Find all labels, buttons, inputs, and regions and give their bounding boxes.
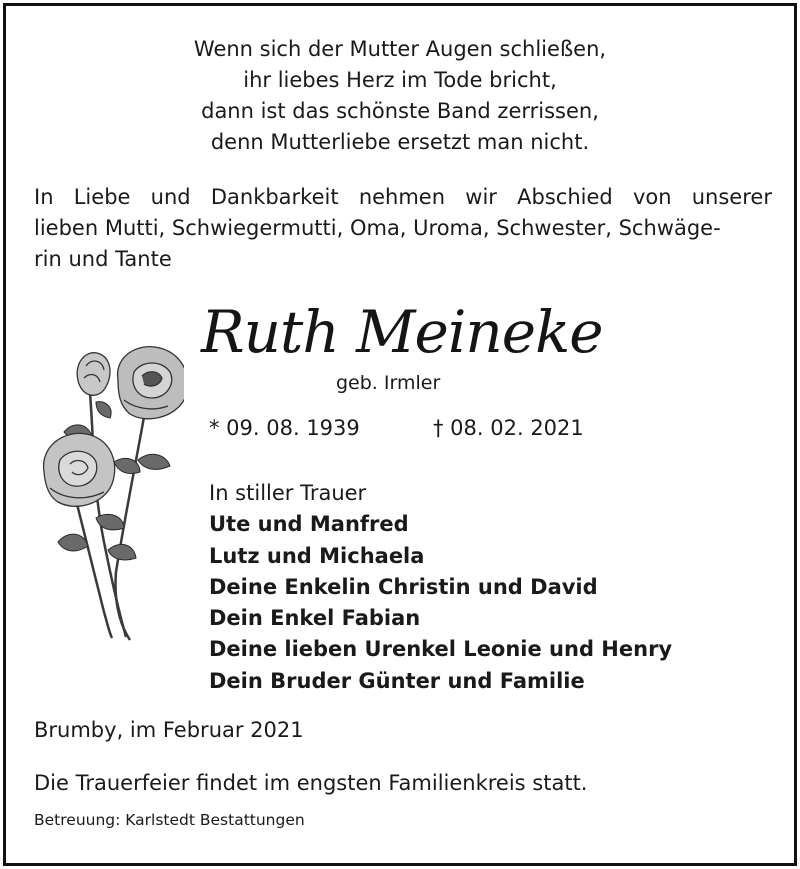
death-date: † 08. 02. 2021: [433, 416, 584, 440]
poem-line: ihr liebes Herz im Tode bricht,: [243, 68, 557, 92]
rose-lower: [44, 433, 115, 506]
mourner-name: Dein Enkel Fabian: [209, 606, 421, 631]
intro-word: und: [150, 185, 191, 209]
funeral-home-credit: Betreuung: Karlstedt Bestattungen: [34, 811, 305, 829]
intro-word: Dankbarkeit: [210, 185, 339, 209]
poem-line: dann ist das schönste Band zerrissen,: [201, 99, 599, 123]
rose-large: [118, 347, 184, 419]
mourner-name: Deine Enkelin Christin und David: [209, 574, 598, 599]
mourners-heading: In stiller Trauer: [209, 481, 367, 505]
rose-bud: [77, 353, 110, 396]
intro-line: rin und Tante: [34, 247, 172, 271]
intro-word: nehmen: [358, 185, 446, 209]
intro-word: unserer: [691, 185, 772, 209]
place-date: Brumby, im Februar 2021: [34, 718, 304, 742]
mourner-name: Lutz und Michaela: [209, 543, 425, 568]
roses-illustration: [34, 342, 184, 642]
maiden-name: geb. Irmler: [336, 372, 441, 394]
intro-word: wir: [465, 185, 497, 209]
mourner-name: Ute und Manfred: [209, 512, 409, 537]
funeral-note: Die Trauerfeier findet im engsten Familienkreis statt.: [34, 771, 588, 795]
poem-line: denn Mutterliebe ersetzt man nicht.: [210, 130, 590, 154]
stems: [74, 382, 144, 640]
poem: [6, 34, 794, 158]
mourner-name: Dein Bruder Günter und Familie: [209, 668, 585, 693]
mourners-list: [209, 478, 672, 697]
obituary-frame: [3, 3, 797, 866]
mourner-name: Deine lieben Urenkel Leonie und Henry: [209, 637, 673, 662]
deceased-name: Ruth Meineke: [201, 298, 603, 366]
intro-word: Liebe: [73, 185, 131, 209]
birth-date: * 09. 08. 1939: [209, 416, 360, 440]
poem-line: Wenn sich der Mutter Augen schließen,: [193, 37, 607, 61]
intro-word: von: [632, 185, 672, 209]
intro-word: In: [34, 185, 54, 209]
intro-line: [34, 182, 772, 213]
intro-line: lieben Mutti, Schwiegermutti, Oma, Uroma, Schwester, Schwäge-: [34, 216, 721, 240]
intro-word: Abschied: [517, 185, 613, 209]
intro-text: [34, 182, 772, 275]
